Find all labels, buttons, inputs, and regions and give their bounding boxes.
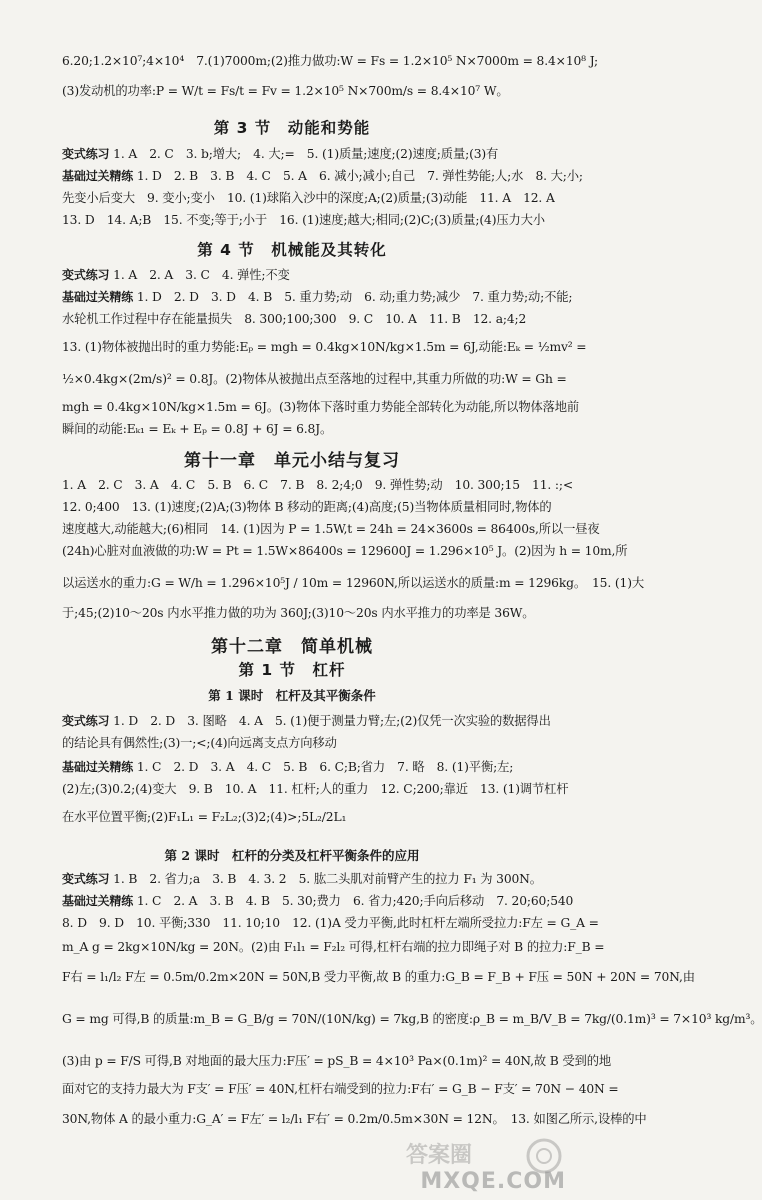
exercise-label: 变式练习: [62, 147, 110, 161]
text-line: 面对它的支持力最大为 F支′ = F压′ = 40N,杠杆右端受到的拉力:F右′ = G_B − F支′ = 70N − 40N =: [62, 1082, 619, 1096]
answers: 1. D 2. D 3. D 4. B 5. 重力势;动 6. 动;重力势;减少 7. 重力势;动;不能;: [133, 290, 573, 304]
text-line: 的结论具有偶然性;(3)一;<;(4)向远离支点方向移动: [62, 736, 337, 750]
exercise-label: 基础过关精练: [62, 894, 134, 908]
text-line: 瞬间的动能:Eₖ₁ = Eₖ + Eₚ = 0.8J + 6J = 6.8J。: [62, 422, 333, 436]
text-line: m_A g = 2kg×10N/kg = 20N。(2)由 F₁l₁ = F₂l₂ 可得,杠杆右端的拉力即绳子对 B 的拉力:F_B =: [62, 940, 605, 954]
answers: 1. D 2. B 3. B 4. C 5. A 6. 减小;减小;自己 7. 弹性势能;人;水 8. 大;小;: [133, 169, 583, 183]
exercise-label: 基础过关精练: [62, 290, 134, 304]
exercise-label: 变式练习: [62, 714, 110, 728]
watermark-text: MXQE.COM: [420, 1169, 566, 1194]
text-line: (3)发动机的功率:P = W/t = Fs/t = Fv = 1.2×10⁵ N×700m/s = 8.4×10⁷ W。: [62, 84, 509, 98]
answers: 1. C 2. D 3. A 4. C 5. B 6. C;B;省力 7. 略 8. (1)平衡;左;: [133, 760, 514, 774]
text-line: 13. D 14. A;B 15. 不变;等于;小于 16. (1)速度;越大;相同;(2)C;(3)质量;(4)压力大小: [62, 213, 545, 227]
exercise-label: 基础过关精练: [62, 169, 134, 183]
exercise-label: 基础过关精练: [62, 760, 134, 774]
text-line: 于;45;(2)10～20s 内水平推力做的功为 360J;(3)10～20s 内水平推力的功率是 36W。: [62, 606, 535, 620]
text-line: 在水平位置平衡;(2)F₁L₁ = F₂L₂;(3)2;(4)>;5L₂/2L₁: [62, 810, 347, 824]
text-line: 30N,物体 A 的最小重力:G_A′ = F左′ = l₂/l₁ F右′ = 0.2m/0.5m×30N = 12N。 13. 如图乙所示,设棒的中: [62, 1112, 647, 1126]
text-line: mgh = 0.4kg×10N/kg×1.5m = 6J。(3)物体下落时重力势能全部转化为动能,所以物体落地前: [62, 400, 580, 414]
text-line: G = mg 可得,B 的质量:m_B = G_B/g = 70N/(10N/kg) = 7kg,B 的密度:ρ_B = m_B/V_B = 7kg/(0.1m)³ = 7×10³ kg/m³。: [62, 1012, 762, 1026]
answers: 1. A 2. C 3. b;增大; 4. 大;= 5. (1)质量;速度;(2)速度;质量;(3)有: [109, 147, 499, 161]
text-line: 水轮机工作过程中存在能量损失 8. 300;100;300 9. C 10. A 11. B 12. a;4;2: [62, 312, 527, 326]
text-line: F右 = l₁/l₂ F左 = 0.5m/0.2m×20N = 50N,B 受力平衡,故 B 的重力:G_B = F_B + F压 = 50N + 20N = 70N,由: [62, 970, 695, 984]
text-line: (2)左;(3)0.2;(4)变大 9. B 10. A 11. 杠杆;人的重力 12. C;200;靠近 13. (1)调节杠杆: [62, 782, 569, 796]
text-line: [62, 758, 566, 776]
text-line: 6.20;1.2×10⁷;4×10⁴ 7.(1)7000m;(2)推力做功:W = Fs = 1.2×10⁵ N×7000m = 8.4×10⁸ J;: [62, 54, 598, 68]
chapter-heading: 第十一章 单元小结与复习: [184, 451, 400, 471]
text-line: 以运送水的重力:G = W/h = 1.296×10⁵J / 10m = 12960N,所以运送水的质量:m = 1296kg。 15. (1)大: [62, 576, 644, 590]
section-heading: 第 4 节 机械能及其转化: [197, 241, 387, 259]
text-line: 速度越大,动能越大;(6)相同 14. (1)因为 P = 1.5W,t = 24h = 24×3600s = 86400s,所以一昼夜: [62, 522, 600, 536]
text-line: 8. D 9. D 10. 平衡;330 11. 10;10 12. (1)A 受力平衡,此时杠杆左端所受拉力:F左 = G_A =: [62, 916, 599, 930]
text-line: 先变小后变大 9. 变小;变小 10. (1)球陷入沙中的深度;A;(2)质量;(3)动能 11. A 12. A: [62, 191, 555, 205]
exercise-label: 变式练习: [62, 268, 110, 282]
lesson-heading: 第 2 课时 杠杆的分类及杠杆平衡条件的应用: [164, 848, 420, 863]
exercise-label: 变式练习: [62, 872, 110, 886]
answers: 1. C 2. A 3. B 4. B 5. 30;费力 6. 省力;420;手向后移动 7. 20;60;540: [133, 894, 574, 908]
lesson-heading: 第 1 课时 杠杆及其平衡条件: [208, 688, 376, 703]
text-line: (3)由 p = F/S 可得,B 对地面的最大压力:F压′ = pS_B = 4×10³ Pa×(0.1m)² = 40N,故 B 受到的地: [62, 1054, 611, 1068]
text-line: [62, 266, 566, 284]
text-line: 13. (1)物体被抛出时的重力势能:Eₚ = mgh = 0.4kg×10N/kg×1.5m = 6J,动能:Eₖ = ½mv² =: [62, 340, 587, 354]
text-line: [62, 712, 566, 730]
watermark-brand: 答案圈: [406, 1143, 473, 1168]
answers: 1. D 2. D 3. 图略 4. A 5. (1)便于测量力臂;左;(2)仅凭一次实验的数据得出: [109, 714, 551, 728]
answers: 1. A 2. A 3. C 4. 弹性;不变: [109, 268, 290, 282]
section-heading: 第 3 节 动能和势能: [213, 119, 371, 137]
text-line: [62, 892, 574, 910]
text-line: [62, 870, 566, 888]
section-heading: 第 1 节 杠杆: [238, 661, 346, 679]
text-line: [62, 288, 573, 306]
text-line: [62, 145, 566, 163]
text-line: 12. 0;400 13. (1)速度;(2)A;(3)物体 B 移动的距离;(4)高度;(5)当物体质量相同时,物体的: [62, 500, 552, 514]
answers: 1. B 2. 省力;a 3. B 4. 3. 2 5. 肱二头肌对前臂产生的拉力 F₁ 为 300N。: [109, 872, 542, 886]
chapter-heading: 第十二章 简单机械: [211, 637, 373, 657]
text-line: [62, 167, 583, 185]
text-line: ½×0.4kg×(2m/s)² = 0.8J。(2)物体从被抛出点至落地的过程中,其重力所做的功:W = Gh =: [62, 372, 567, 386]
text-line: 1. A 2. C 3. A 4. C 5. B 6. C 7. B 8. 2;4;0 9. 弹性势;动 10. 300;15 11. :;<: [62, 478, 574, 492]
text-line: (24h)心脏对血液做的功:W = Pt = 1.5W×86400s = 129600J = 1.296×10⁵ J。(2)因为 h = 10m,所: [62, 544, 628, 558]
